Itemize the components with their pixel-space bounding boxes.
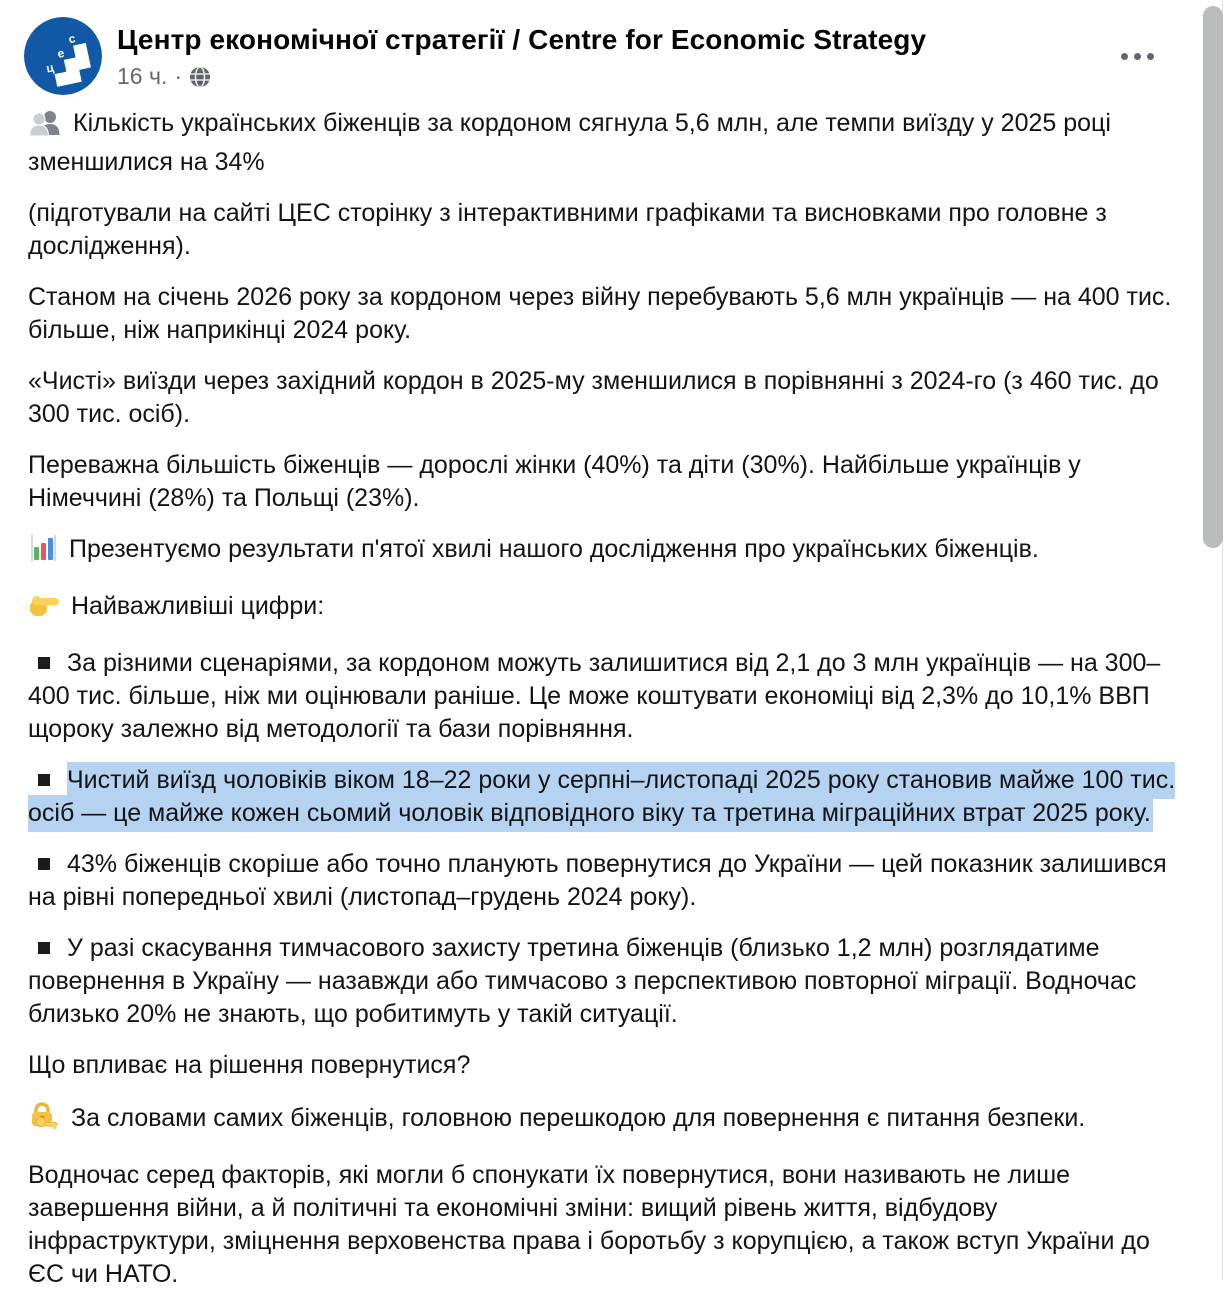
post-meta [117,63,1103,90]
highlighted-text: Чистий виїзд чоловіків віком 18–22 роки у серпні–листопаді 2025 року становив майже 100 тис. осіб — це майже кожен сьомий чоловік відповідного віку та третина міграційних втрат 2025 року. [28,762,1175,832]
post-paragraph [28,107,1192,179]
paragraph-text: За словами самих біженців, головною перешкодою для повернення є питання безпеки. [71,1104,1086,1132]
header-text-block [117,17,1103,90]
post-paragraph [28,281,1192,347]
ellipsis-dot [1134,53,1141,60]
post-paragraph [28,590,1192,629]
bar-chart-icon [28,533,58,572]
paragraph-text: Що впливає на рішення повернутися? [28,1051,471,1079]
pointing-right-icon [28,590,60,629]
bullet-square-icon [38,942,50,954]
paragraph-text: «Чисті» виїзди через західний кордон в 2025-му зменшилися в порівнянні з 2024-го (з 460 тис. до 300 тис. осіб). [28,367,1159,428]
svg-text:ц: ц [44,60,55,76]
post-paragraph [28,1159,1192,1291]
bullet-square-icon [38,858,50,870]
post-bullet-item [28,932,1192,1031]
post-bullet-item [28,647,1192,746]
meta-separator: · [174,63,183,89]
lock-with-key-icon [28,1100,60,1141]
globe-icon [189,66,211,88]
paragraph-text: Станом на січень 2026 року за кордоном через війну перебувають 5,6 млн українців — на 400 тис. більше, ніж наприкінці 2024 року. [28,283,1172,344]
paragraph-text: (підготували на сайті ЦЕС сторінку з інтерактивними графіками та висновками про головне з дослідження). [28,199,1107,260]
post-paragraph [28,365,1192,431]
ces-logo-icon [24,17,102,95]
paragraph-text: У разі скасування тимчасового захисту третина біженців (близько 1,2 млн) розглядатиме повернення в Україну — назавжди або тимчасово з перспективою повторної міграції. Водночас близько 20% не знають, що робитимуть у такій ситуації. [28,934,1137,1028]
svg-text:е: е [56,45,66,61]
svg-text:с: с [67,31,77,47]
scrollbar-thumb[interactable] [1203,6,1223,548]
paragraph-text: Презентуємо результати п'ятої хвилі нашого дослідження про українських біженців. [69,535,1039,563]
timestamp-link[interactable]: 16 ч. [117,63,168,89]
paragraph-text: Переважна більшість біженців — дорослі жінки (40%) та діти (30%). Найбільше українців у Німеччині (28%) та Польщі (23%). [28,451,1081,512]
page-name-link[interactable]: Центр економічної стратегії / Centre for Economic Strategy [117,24,927,55]
post-bullet-item [28,848,1192,914]
paragraph-text: Водночас серед факторів, які могли б спонукати їх повернутися, вони називають не лише завершення війни, а й політичні та економічні зміни: вищий рівень життя, відбудову інфраструктури, зміцнення верховенства права і боротьбу з корупцією, а також вступ України до ЄС чи НАТО. [28,1161,1150,1288]
ellipsis-dot [1147,53,1154,60]
post-paragraph [28,1049,1192,1082]
post-bullet-item-highlighted [28,764,1192,830]
ellipsis-dot [1121,53,1128,60]
paragraph-text: 43% біженців скоріше або точно планують повернутися до України — цей показник залишився на рівні попередньої хвилі (листопад–грудень 2024 року). [28,850,1167,911]
post-header [0,0,1222,99]
post-paragraph [28,449,1192,515]
bullet-square-icon [38,774,50,786]
post-paragraph [28,533,1192,572]
bullet-square-icon [38,657,50,669]
post-paragraph [28,1100,1192,1141]
busts-in-silhouette-icon [28,109,62,146]
avatar[interactable] [24,17,102,95]
post-body [0,99,1222,1291]
paragraph-text: Кількість українських біженців за кордоном сягнула 5,6 млн, але темпи виїзду у 2025 році зменшилися на 34% [28,109,1111,176]
post-paragraph [28,197,1192,263]
post-menu-button[interactable] [1111,35,1164,78]
paragraph-text: За різними сценаріями, за кордоном можуть залишитися від 2,1 до 3 млн українців — на 300–400 тис. більше, ніж ми оцінювали раніше. Це може коштувати економіці від 2,3% до 10,1% ВВП щороку залежно від методології та бази порівняння. [28,649,1161,743]
paragraph-text: Найважливіші цифри: [71,592,325,620]
